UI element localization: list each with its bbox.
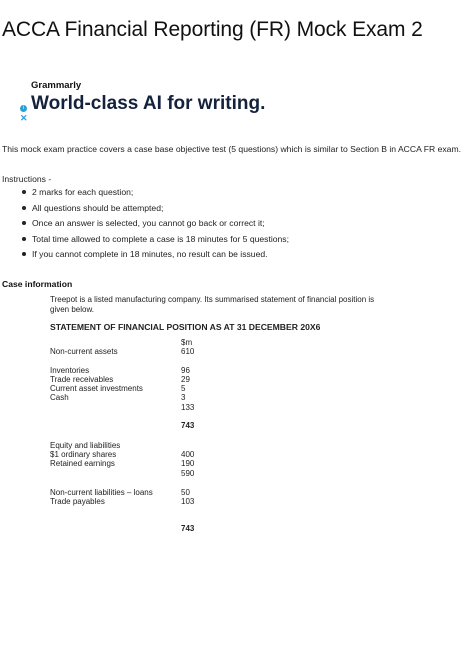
- bullet-icon: [22, 190, 26, 194]
- list-item: 2 marks for each question;: [22, 187, 289, 203]
- bullet-icon: [22, 206, 26, 210]
- case-heading: Case information: [2, 279, 73, 289]
- bullet-icon: [22, 237, 26, 241]
- bullet-icon: [22, 221, 26, 225]
- page-title: ACCA Financial Reporting (FR) Mock Exam 2: [2, 18, 423, 41]
- info-icon[interactable]: i: [20, 105, 27, 112]
- ad-headline[interactable]: World-class AI for writing.: [31, 93, 266, 114]
- instructions-label: Instructions -: [2, 174, 52, 184]
- list-item: Total time allowed to complete a case is 18 minutes for 5 questions;: [22, 234, 289, 250]
- list-item: If you cannot complete in 18 minutes, no result can be issued.: [22, 249, 289, 265]
- ad-brand: Grammarly: [31, 80, 82, 91]
- close-icon[interactable]: ✕: [20, 113, 28, 123]
- instructions-list: [22, 187, 289, 265]
- list-item: All questions should be attempted;: [22, 203, 289, 219]
- bullet-icon: [22, 252, 26, 256]
- list-item: Once an answer is selected, you cannot go back or correct it;: [22, 218, 289, 234]
- case-intro: Treepot is a listed manufacturing company. Its summarised statement of financial position is given below.: [50, 295, 375, 314]
- advertisement-banner[interactable]: [20, 68, 310, 124]
- sofp-title: STATEMENT OF FINANCIAL POSITION AS AT 31 DECEMBER 20X6: [50, 322, 321, 332]
- intro-text: This mock exam practice covers a case base objective test (5 questions) which is similar to Section B in ACCA FR exam.: [2, 144, 461, 154]
